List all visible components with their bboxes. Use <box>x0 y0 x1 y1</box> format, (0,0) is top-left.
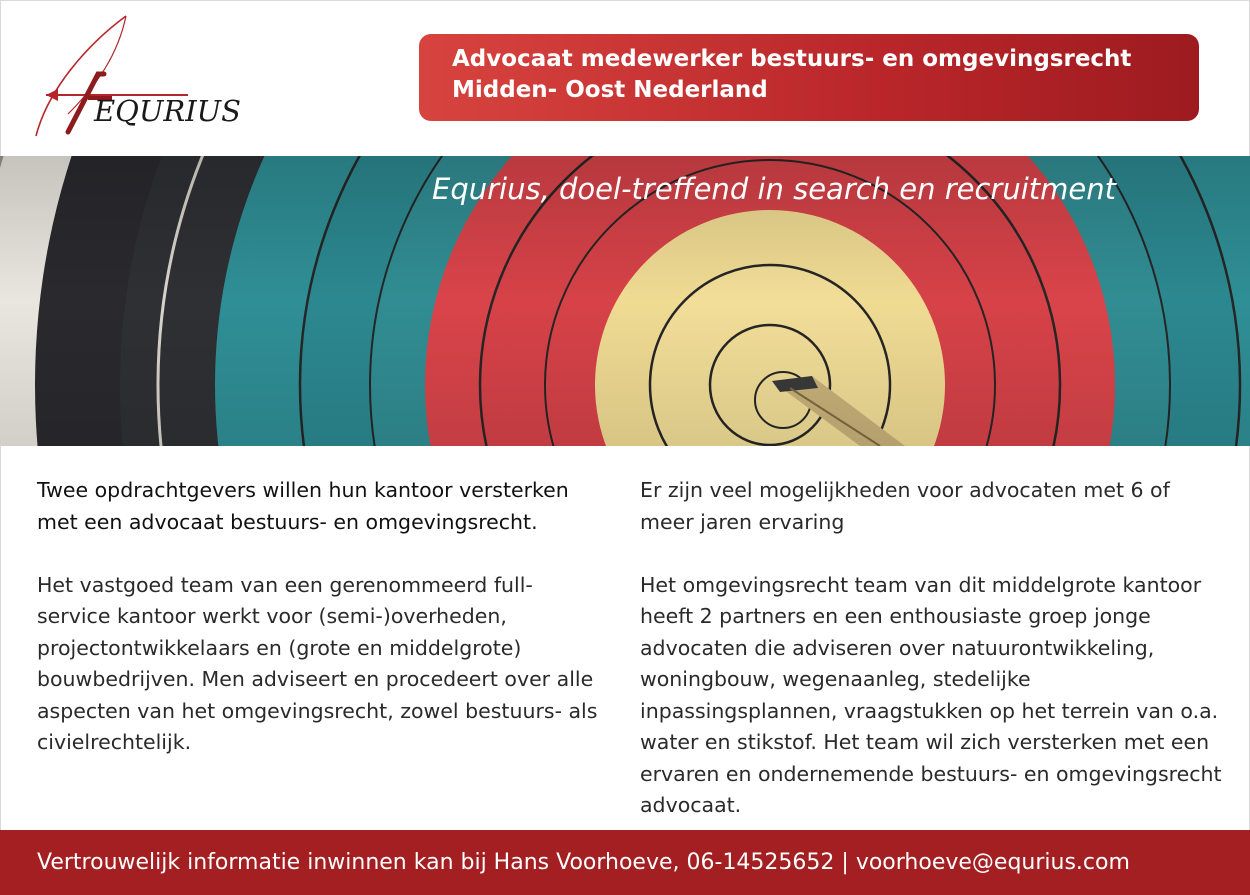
equrius-logo <box>28 14 241 144</box>
contact-text: Vertrouwelijk informatie inwinnen kan bij Hans Voorhoeve, 06-14525652 | voorhoeve@equrius.com <box>37 850 1130 875</box>
tagline: Equrius, doel-treffend in search en recruitment <box>432 172 1117 206</box>
job-title-line-2: Midden- Oost Nederland <box>452 77 768 103</box>
job-title-line-1: Advocaat medewerker bestuurs- en omgevingsrecht <box>452 46 1132 72</box>
job-title-banner <box>419 34 1199 121</box>
vastgoed-team-paragraph: Het vastgoed team van een gerenommeerd full-service kantoor werkt voor (semi-)overheden, projectontwikkelaars en (grote en middelgrote) bouwbedrijven. Men adviseert en procedeert over alle aspecten van het omgevingsrecht, zowel bestuurs- als civielrechtelijk. <box>37 572 598 754</box>
contact-footer <box>0 830 1250 895</box>
opportunities-paragraph: Er zijn veel mogelijkheden voor advocaten met 6 of meer jaren ervaring <box>640 478 1170 534</box>
logo-wordmark: EQURIUS <box>94 94 241 128</box>
lead-paragraph: Twee opdrachtgevers willen hun kantoor versterken met een advocaat bestuurs- en omgevingsrecht. <box>37 478 569 534</box>
left-column <box>37 475 602 790</box>
right-column <box>640 475 1225 853</box>
omgevingsrecht-team-paragraph: Het omgevingsrecht team van dit middelgrote kantoor heeft 2 partners en een enthousiaste groep jonge advocaten die adviseren over natuurontwikkeling, woningbouw, wegenaanleg, stedelijke inpassingsplannen, vraagstukken op het terrein van o.a. water en stikstof. Het team wil zich versterken met een ervaren en ondernemende bestuurs- en omgevingsrecht advocaat. <box>640 572 1222 817</box>
